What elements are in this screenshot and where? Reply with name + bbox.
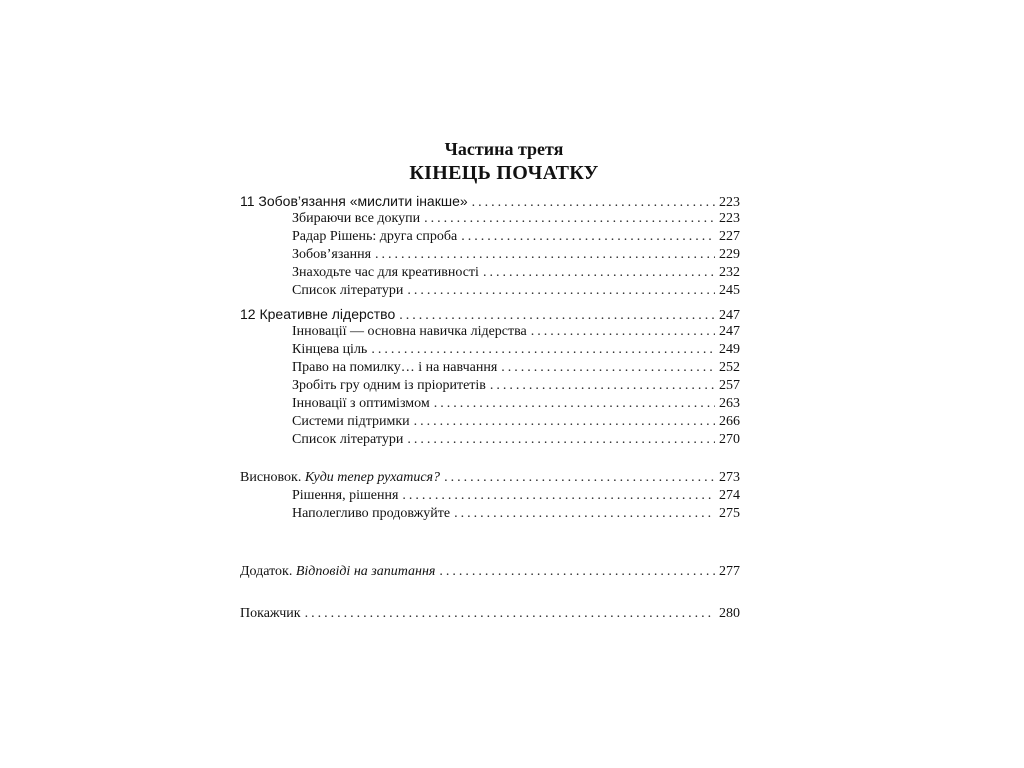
dot-leader bbox=[444, 469, 715, 487]
dot-leader bbox=[407, 282, 715, 300]
toc-entry-prefix: Висновок. bbox=[240, 470, 305, 485]
toc-page-number: 247 bbox=[719, 308, 740, 323]
spacer bbox=[240, 523, 740, 563]
toc-entry-italic: Відповіді на запитання bbox=[295, 564, 436, 579]
toc-page-number: 257 bbox=[719, 378, 740, 393]
toc-entry bbox=[240, 228, 740, 246]
part-title: Частина третя bbox=[444, 139, 564, 159]
toc-entry-text: Зробіть гру одним із пріоритетів bbox=[292, 378, 486, 393]
toc-entry-text: Список літератури bbox=[292, 432, 404, 447]
dot-leader bbox=[371, 341, 715, 359]
toc-appendix bbox=[240, 563, 740, 581]
part-subtitle: КІНЕЦЬ ПОЧАТКУ bbox=[409, 162, 599, 184]
dot-leader bbox=[305, 605, 715, 623]
toc-entry bbox=[240, 431, 740, 449]
dot-leader bbox=[501, 359, 715, 377]
toc-entry-text: 12 Креативне лідерство bbox=[240, 306, 396, 322]
dot-leader bbox=[424, 210, 715, 228]
toc-page-number: 223 bbox=[719, 211, 740, 226]
dot-leader bbox=[531, 323, 715, 341]
dot-leader bbox=[407, 431, 715, 449]
toc-entry-text: Рішення, рішення bbox=[292, 488, 399, 503]
toc-page-number: 249 bbox=[719, 342, 740, 357]
toc-entry bbox=[240, 210, 740, 228]
table-of-contents bbox=[240, 192, 740, 623]
dot-leader bbox=[439, 563, 715, 581]
toc-entry-prefix: Додаток. bbox=[240, 564, 296, 579]
dot-leader bbox=[414, 413, 715, 431]
toc-page-number: 273 bbox=[719, 470, 740, 485]
part-heading bbox=[240, 138, 768, 186]
toc-page-number: 277 bbox=[719, 564, 740, 579]
toc-chapter-11 bbox=[240, 192, 740, 210]
spacer bbox=[240, 581, 740, 605]
toc-entry bbox=[240, 395, 740, 413]
toc-index bbox=[240, 605, 740, 623]
toc-entry-text: Знаходьте час для креативності bbox=[292, 265, 479, 280]
toc-page-number: 245 bbox=[719, 283, 740, 298]
dot-leader bbox=[434, 395, 715, 413]
toc-entry-text bbox=[240, 469, 440, 487]
toc-entry-text: Збираючи все докупи bbox=[292, 211, 421, 226]
toc-entry bbox=[240, 246, 740, 264]
toc-entry bbox=[240, 264, 740, 282]
toc-entry bbox=[240, 487, 740, 505]
dot-leader bbox=[490, 377, 715, 395]
toc-page-number: 274 bbox=[719, 488, 740, 503]
toc-entry-text: Кінцева ціль bbox=[292, 342, 368, 357]
toc-entry-text: 11 Зобов’язання «мислити інакше» bbox=[240, 193, 468, 209]
dot-leader bbox=[483, 264, 715, 282]
toc-entry-text: Зобов’язання bbox=[292, 247, 372, 262]
toc-page-number: 275 bbox=[719, 506, 740, 521]
toc-entry bbox=[240, 413, 740, 431]
toc-entry bbox=[240, 282, 740, 300]
toc-entry-text: Покажчик bbox=[240, 606, 301, 621]
toc-page-number: 229 bbox=[719, 247, 740, 262]
toc-entry-text: Список літератури bbox=[292, 283, 404, 298]
toc-entry bbox=[240, 377, 740, 395]
toc-page-number: 263 bbox=[719, 396, 740, 411]
toc-entry-text: Інновації з оптимізмом bbox=[292, 396, 430, 411]
toc-page-number: 280 bbox=[719, 606, 740, 621]
dot-leader bbox=[454, 505, 715, 523]
toc-chapter-12 bbox=[240, 305, 740, 323]
toc-entry bbox=[240, 505, 740, 523]
dot-leader bbox=[402, 487, 715, 505]
dot-leader bbox=[375, 246, 715, 264]
toc-page-number: 232 bbox=[719, 265, 740, 280]
toc-page-number: 252 bbox=[719, 360, 740, 375]
toc-entry bbox=[240, 323, 740, 341]
toc-page-number: 266 bbox=[719, 414, 740, 429]
toc-page-number: 270 bbox=[719, 432, 740, 447]
toc-page-number: 227 bbox=[719, 229, 740, 244]
toc-entry bbox=[240, 341, 740, 359]
spacer bbox=[240, 449, 740, 469]
toc-entry-text: Радар Рішень: друга спроба bbox=[292, 229, 458, 244]
toc-page-number: 223 bbox=[719, 195, 740, 210]
toc-conclusion bbox=[240, 469, 740, 487]
toc-entry-text: Право на помилку… і на навчання bbox=[292, 360, 498, 375]
toc-entry-italic: Куди тепер рухатися? bbox=[304, 470, 441, 485]
toc-entry-text bbox=[240, 563, 435, 581]
dot-leader bbox=[461, 228, 715, 246]
toc-entry-text: Системи підтримки bbox=[292, 414, 410, 429]
toc-entry bbox=[240, 359, 740, 377]
toc-entry-text: Інновації — основна навичка лідерства bbox=[292, 324, 527, 339]
toc-page-number: 247 bbox=[719, 324, 740, 339]
toc-entry-text: Наполегливо продовжуйте bbox=[292, 506, 451, 521]
